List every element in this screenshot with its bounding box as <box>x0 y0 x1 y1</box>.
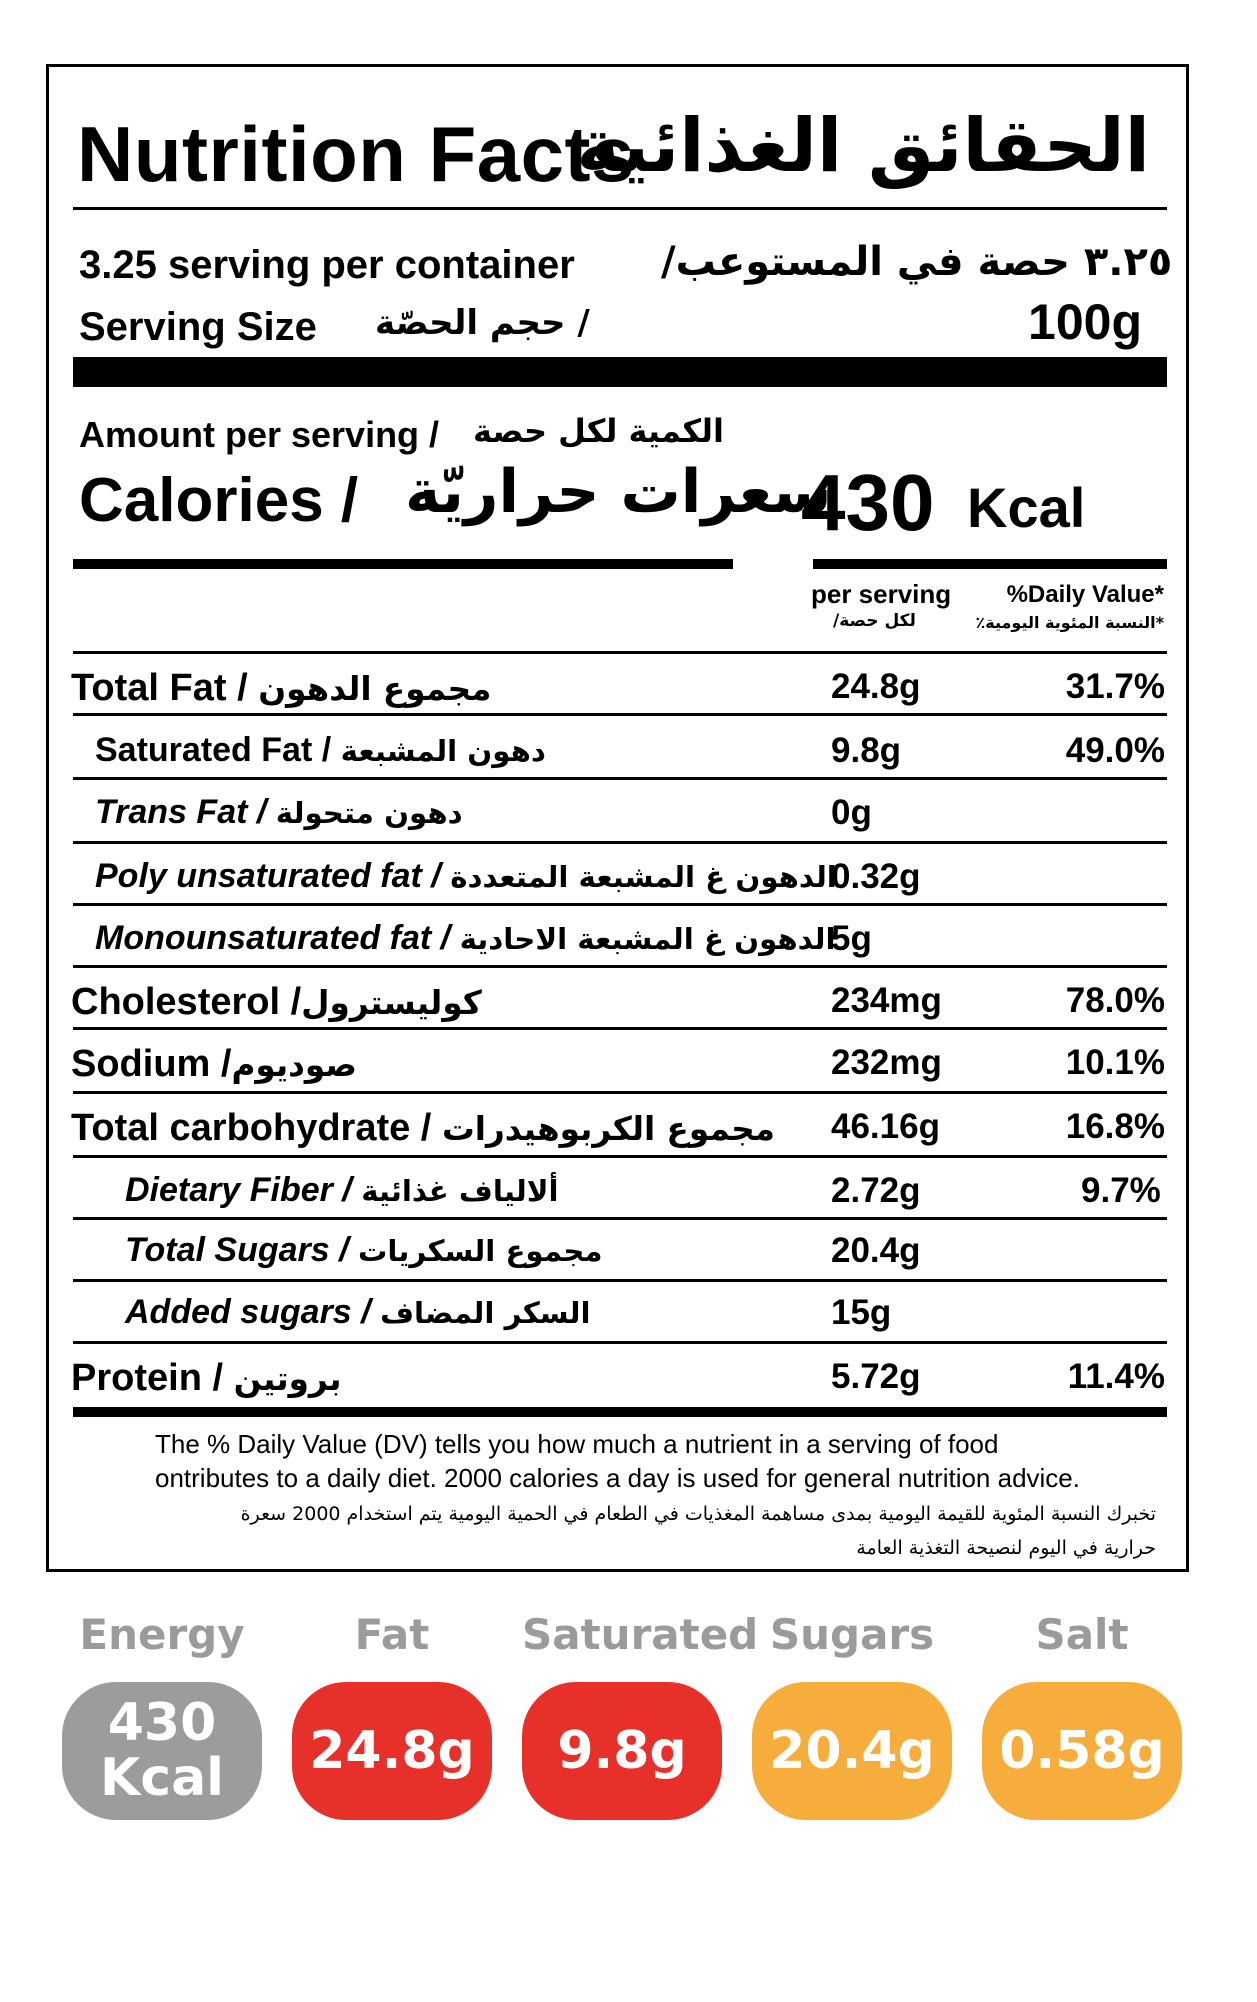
nutrient-label-arabic: دهون متحولة <box>275 796 463 830</box>
divider-header <box>73 651 1167 654</box>
badge-unit: Kcal <box>99 1748 225 1808</box>
nutrient-label: Protein / <box>71 1357 224 1399</box>
calories-label-arabic: سعرات حراريّة <box>405 457 832 527</box>
header-daily-value: %Daily Value* <box>1006 581 1164 608</box>
nutrient-label: Added sugars / <box>125 1293 371 1331</box>
nutrient-value: 5.72g <box>831 1357 921 1396</box>
nutrient-daily-value: 78.0% <box>1065 981 1165 1020</box>
header-per-serving-arabic: لكل حصة/ <box>833 611 916 631</box>
badge-salt <box>982 1610 1182 1781</box>
badge-value: 0.58g <box>999 1720 1165 1781</box>
header-per-serving: per serving <box>811 579 952 609</box>
nutrient-label-arabic: مجموع الكربوهيدرات <box>441 1110 776 1148</box>
badge-label: Sugars <box>769 1610 935 1659</box>
amount-per-serving-arabic: الكمية لكل حصة <box>473 412 724 450</box>
footnote-line-1: The % Daily Value (DV) tells you how much a nutrient in a serving of food <box>155 1429 999 1459</box>
thick-divider <box>73 357 1167 387</box>
nutrient-label-arabic: مجموع السكريات <box>358 1234 603 1268</box>
nutrient-daily-value: 31.7% <box>1065 667 1165 706</box>
row-divider <box>73 1091 1167 1094</box>
row-divider <box>73 713 1167 716</box>
nutrient-label: Saturated Fat / <box>95 731 332 769</box>
badge-value: 9.8g <box>557 1720 687 1781</box>
nutrient-value: 2.72g <box>831 1171 921 1210</box>
nutrient-label: Sodium / <box>71 1043 232 1085</box>
amount-per-serving: Amount per serving / <box>79 414 440 455</box>
nutrient-daily-value: 16.8% <box>1065 1107 1165 1146</box>
nutrient-value: 20.4g <box>831 1231 921 1270</box>
nutrient-label-arabic: ألالياف غذائية <box>361 1174 559 1208</box>
nutrient-value: 24.8g <box>831 667 921 706</box>
title-english: Nutrition Facts <box>77 110 635 198</box>
nutrient-label-arabic: دهون المشبعة <box>340 734 546 768</box>
row-divider <box>73 1279 1167 1282</box>
badge-label: Salt <box>1035 1610 1129 1659</box>
badge-energy <box>62 1610 262 1808</box>
nutrient-value: 234mg <box>831 981 942 1020</box>
nutrient-label: Cholesterol / <box>71 981 302 1023</box>
row-divider <box>73 777 1167 780</box>
badge-label: Saturated <box>522 1610 759 1659</box>
serving-size-value: 100g <box>1028 294 1142 350</box>
nutrient-label-arabic: الدهون غ المشبعة المتعددة <box>450 860 837 894</box>
footnote-arabic-line-1: تخبرك النسبة المئوية للقيمة اليومية بمدى مساهمة المغذيات في الطعام في الحمية اليومية يتم استخدام 2000 سعرة <box>240 1503 1156 1525</box>
badge-pill <box>62 1682 262 1820</box>
nutrient-label: Dietary Fiber / <box>125 1171 352 1209</box>
title-arabic: الحقائق الغذائية <box>576 103 1150 189</box>
calories-unit: Kcal <box>967 476 1086 539</box>
nutrient-value: 46.16g <box>831 1107 940 1146</box>
nutrient-label: Total Fat / <box>71 667 248 709</box>
nutrient-label: Trans Fat / <box>95 793 267 831</box>
divider-bottom <box>73 1407 1167 1417</box>
nutrient-value: 15g <box>831 1293 892 1332</box>
row-divider <box>73 903 1167 906</box>
row-divider <box>73 1027 1167 1030</box>
badge-value: 24.8g <box>309 1720 475 1781</box>
serving-size-label: Serving Size <box>79 305 317 349</box>
nutrient-label: Monounsaturated fat / <box>95 919 451 957</box>
nutrient-label: Poly unsaturated fat / <box>95 857 441 895</box>
divider-calories-right <box>813 559 1167 569</box>
header-daily-value-arabic: *النسبة المئوية اليومية٪ <box>975 613 1164 632</box>
row-divider <box>73 1155 1167 1158</box>
servings-per-container-arabic: ٣.٢٥ حصة في المستوعب/ <box>661 239 1173 285</box>
nutrient-label-arabic: كوليسترول <box>301 984 482 1022</box>
nutrient-value: 232mg <box>831 1043 942 1082</box>
nutrient-label: Total Sugars / <box>125 1231 349 1269</box>
badge-pill <box>982 1682 1182 1820</box>
nutrient-value: 9.8g <box>831 731 902 770</box>
row-divider <box>73 965 1167 968</box>
nutrient-daily-value: 49.0% <box>1065 731 1165 770</box>
row-divider <box>73 841 1167 844</box>
badge-value: 430 <box>107 1693 217 1754</box>
divider-calories-left <box>73 559 733 569</box>
nutrient-value: 0.32g <box>831 857 921 896</box>
footnote-line-2: ontributes to a daily diet. 2000 calories a day is used for general nutrition advice. <box>155 1463 1080 1493</box>
badge-saturated <box>522 1610 759 1781</box>
nutrient-label-arabic: الدهون غ المشبعة الاحادية <box>459 922 836 956</box>
nutrient-value: 0g <box>831 793 872 832</box>
calories-value: 430 <box>801 458 935 547</box>
footnote-arabic-line-2: حرارية في اليوم لنصيحة التغذية العامة <box>856 1537 1156 1559</box>
serving-size-label-arabic: / حجم الحصّة <box>375 303 590 343</box>
row-divider <box>73 1217 1167 1220</box>
nutrient-label-arabic: بروتين <box>233 1360 342 1398</box>
badge-fat <box>292 1610 492 1781</box>
row-divider <box>73 1341 1167 1344</box>
nutrient-label-arabic: السكر المضاف <box>380 1296 591 1330</box>
nutrition-facts-panel <box>46 64 1189 1572</box>
badge-label: Energy <box>79 1610 245 1659</box>
badge-pill <box>522 1682 722 1820</box>
badge-sugars <box>752 1610 952 1781</box>
nutrient-label-arabic: صوديوم <box>231 1046 357 1084</box>
badge-pill <box>292 1682 492 1820</box>
nutrient-label-arabic: مجموع الدهون <box>258 670 492 708</box>
nutrient-value: 5g <box>831 919 872 958</box>
servings-per-container: 3.25 serving per container <box>79 243 575 287</box>
divider-title <box>73 207 1167 210</box>
badge-label: Fat <box>354 1610 430 1659</box>
calories-label: Calories / <box>79 466 359 535</box>
nutrient-daily-value: 9.7% <box>1081 1171 1161 1210</box>
nutrient-label: Total carbohydrate / <box>71 1107 432 1149</box>
nutrient-daily-value: 11.4% <box>1067 1357 1165 1396</box>
nutrient-daily-value: 10.1% <box>1065 1043 1165 1082</box>
badge-pill <box>752 1682 952 1820</box>
badge-value: 20.4g <box>769 1720 935 1781</box>
